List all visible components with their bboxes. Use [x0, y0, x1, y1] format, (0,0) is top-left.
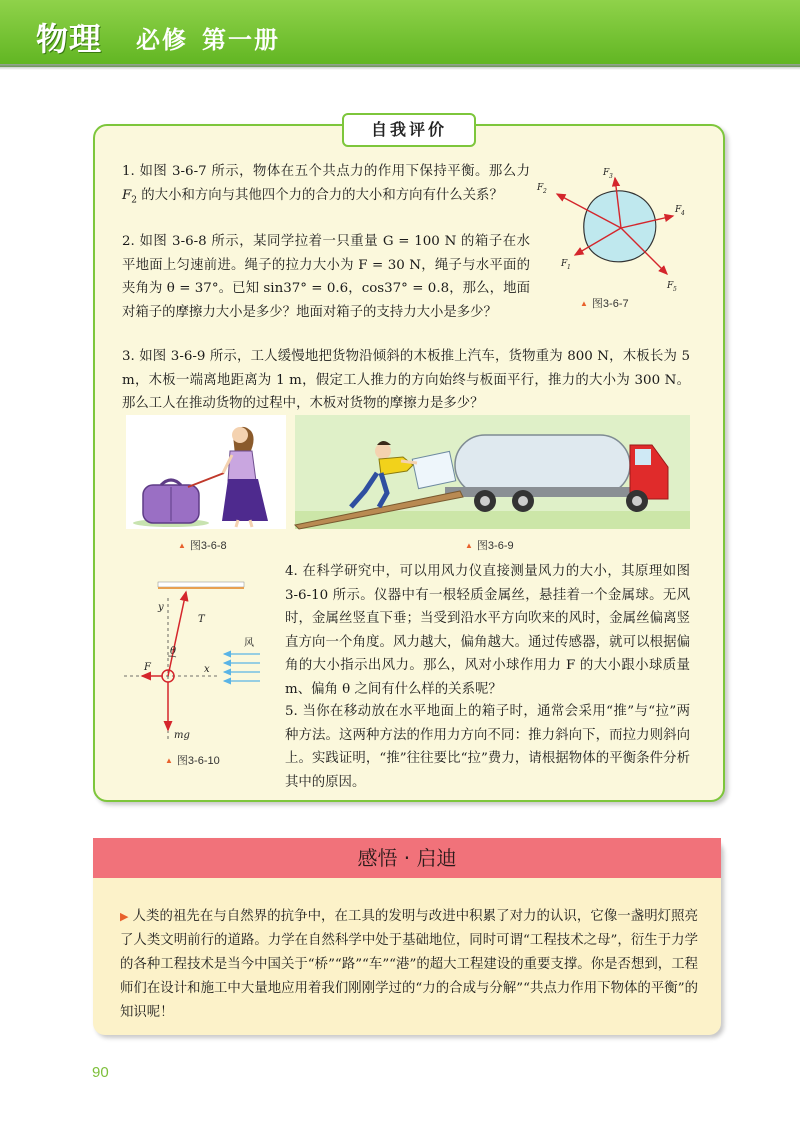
page-header [0, 0, 800, 67]
inspiration-title: 感悟 · 启迪 [93, 838, 721, 878]
label-f: F [144, 662, 151, 673]
label-y: y [158, 602, 164, 613]
caption-fig-3-6-10-text: 图3-6-10 [176, 755, 220, 767]
inspiration-paragraph: 人类的祖先在与自然界的抗争中，在工具的发明与改进中积累了对力的认识，它像一盏明灯照亮了人类文明前行的道路。力学在自然科学中处于基础地位，同时可谓“工程技术之母”，衍生于力学的各种工程技术是当今中国关于“桥”“路”“车”“港”的超大工程建设的重要支撑。你是否想到，工程师们在设计和施工中大量地应用着我们刚刚学过的“力的合成与分解”“共点力作用下物体的平衡”的知识呢！ [120, 909, 699, 1020]
caption-fig-3-6-9-text: 图3-6-9 [476, 540, 514, 552]
label-f1-sub: 1 [567, 264, 571, 271]
caption-fig-3-6-9 [465, 537, 514, 553]
wind-arrows [224, 654, 260, 681]
question-1-symbol: F [122, 187, 132, 203]
label-f2-sub: 2 [543, 188, 547, 195]
ceiling-bar [158, 582, 244, 587]
caption-fig-3-6-7-text: 图3-6-7 [591, 298, 629, 310]
figure-3-6-9 [295, 415, 690, 529]
course-label: 必修 [136, 26, 188, 54]
label-theta: θ [170, 646, 177, 657]
label-f2: F [537, 183, 544, 193]
wire [168, 592, 186, 676]
caption-fig-3-6-10 [165, 752, 220, 768]
label-f3: F [603, 168, 610, 178]
caption-fig-3-6-8 [178, 537, 227, 553]
question-1-subscript: 2 [131, 195, 138, 206]
caption-marker-icon: ▲ [165, 756, 173, 765]
question-5: 5. 当你在移动放在水平地面上的箱子时，通常会采用“推”与“拉”两种方法。这两种方法的作用力方向不同：推力斜向下，而拉力则斜向上。实践证明，“推”往往要比“拉”费力，请根据物体的平衡条件分析其中的原因。 [285, 704, 690, 790]
page-number: 90 [92, 1064, 109, 1081]
figure-3-6-10 [120, 570, 280, 750]
label-t: T [198, 614, 205, 625]
caption-marker-icon: ▲ [580, 299, 588, 308]
label-f1: F [561, 259, 568, 269]
question-4: 4. 在科学研究中，可以用风力仪直接测量风力的大小，其原理如图 3-6-10 所示。仪器中有一根轻质金属丝，悬挂着一个金属球。无风时，金属丝竖直下垂；当受到沿水平方向吹来的风时，金属丝偏离竖直方向一个角度。风力越大，偏角越大。通过传感器，就可以根据偏角的大小指示出风力。那么，风对小球作用力 F 的大小跟小球质量 m、偏角 θ 之间有什么样的关系呢？ [285, 564, 690, 697]
question-1 [122, 160, 530, 213]
label-f5-sub: 5 [673, 286, 677, 293]
label-f4-sub: 4 [681, 210, 685, 217]
caption-marker-icon: ▲ [465, 541, 473, 550]
label-x: x [204, 664, 210, 675]
label-f3-sub: 3 [609, 173, 613, 180]
label-f5: F [667, 281, 674, 291]
question-2: 2. 如图 3-6-8 所示，某同学拉着一只重量 G = 100 N 的箱子在水平地面上匀速前进。绳子的拉力大小为 F = 30 N，绳子与水平面的夹角为 θ = 37°。已知 sin37° = 0.6，cos37° = 0.8，那么，地面对箱子的摩擦力大小是多少？地面对箱子的支持力大小是多少？ [122, 234, 530, 320]
header-shadow [0, 64, 800, 70]
inspiration-text [120, 905, 698, 1025]
play-arrow-icon: ▶ [120, 910, 129, 923]
caption-fig-3-6-8-text: 图3-6-8 [189, 540, 227, 552]
volume-label: 第一册 [202, 26, 280, 54]
label-f4: F [675, 205, 682, 215]
self-assessment-title: 自我评价 [342, 113, 476, 147]
question-3: 3. 如图 3-6-9 所示，工人缓慢地把货物沿倾斜的木板推上汽车，货物重为 800 N，木板长为 5 m，木板一端离地距离为 1 m，假定工人推力的方向始终与板面平行，推力的大小为 300 N。那么工人在推动货物的过程中，木板对货物的摩擦力是多少？ [122, 349, 690, 411]
caption-fig-3-6-7 [580, 295, 629, 311]
label-mg: mg [174, 730, 190, 741]
question-1-part-b: 的大小和方向与其他四个力的合力的大小和方向有什么关系？ [137, 187, 503, 203]
figure-3-6-8 [126, 415, 286, 529]
subject-title: 物理 [36, 20, 103, 58]
question-1-part-a: 1. 如图 3-6-7 所示，物体在五个共点力的作用下保持平衡。那么力 [122, 164, 530, 179]
label-wind: 风 [244, 638, 254, 649]
figure-3-6-7 [537, 160, 695, 300]
caption-marker-icon: ▲ [178, 541, 186, 550]
